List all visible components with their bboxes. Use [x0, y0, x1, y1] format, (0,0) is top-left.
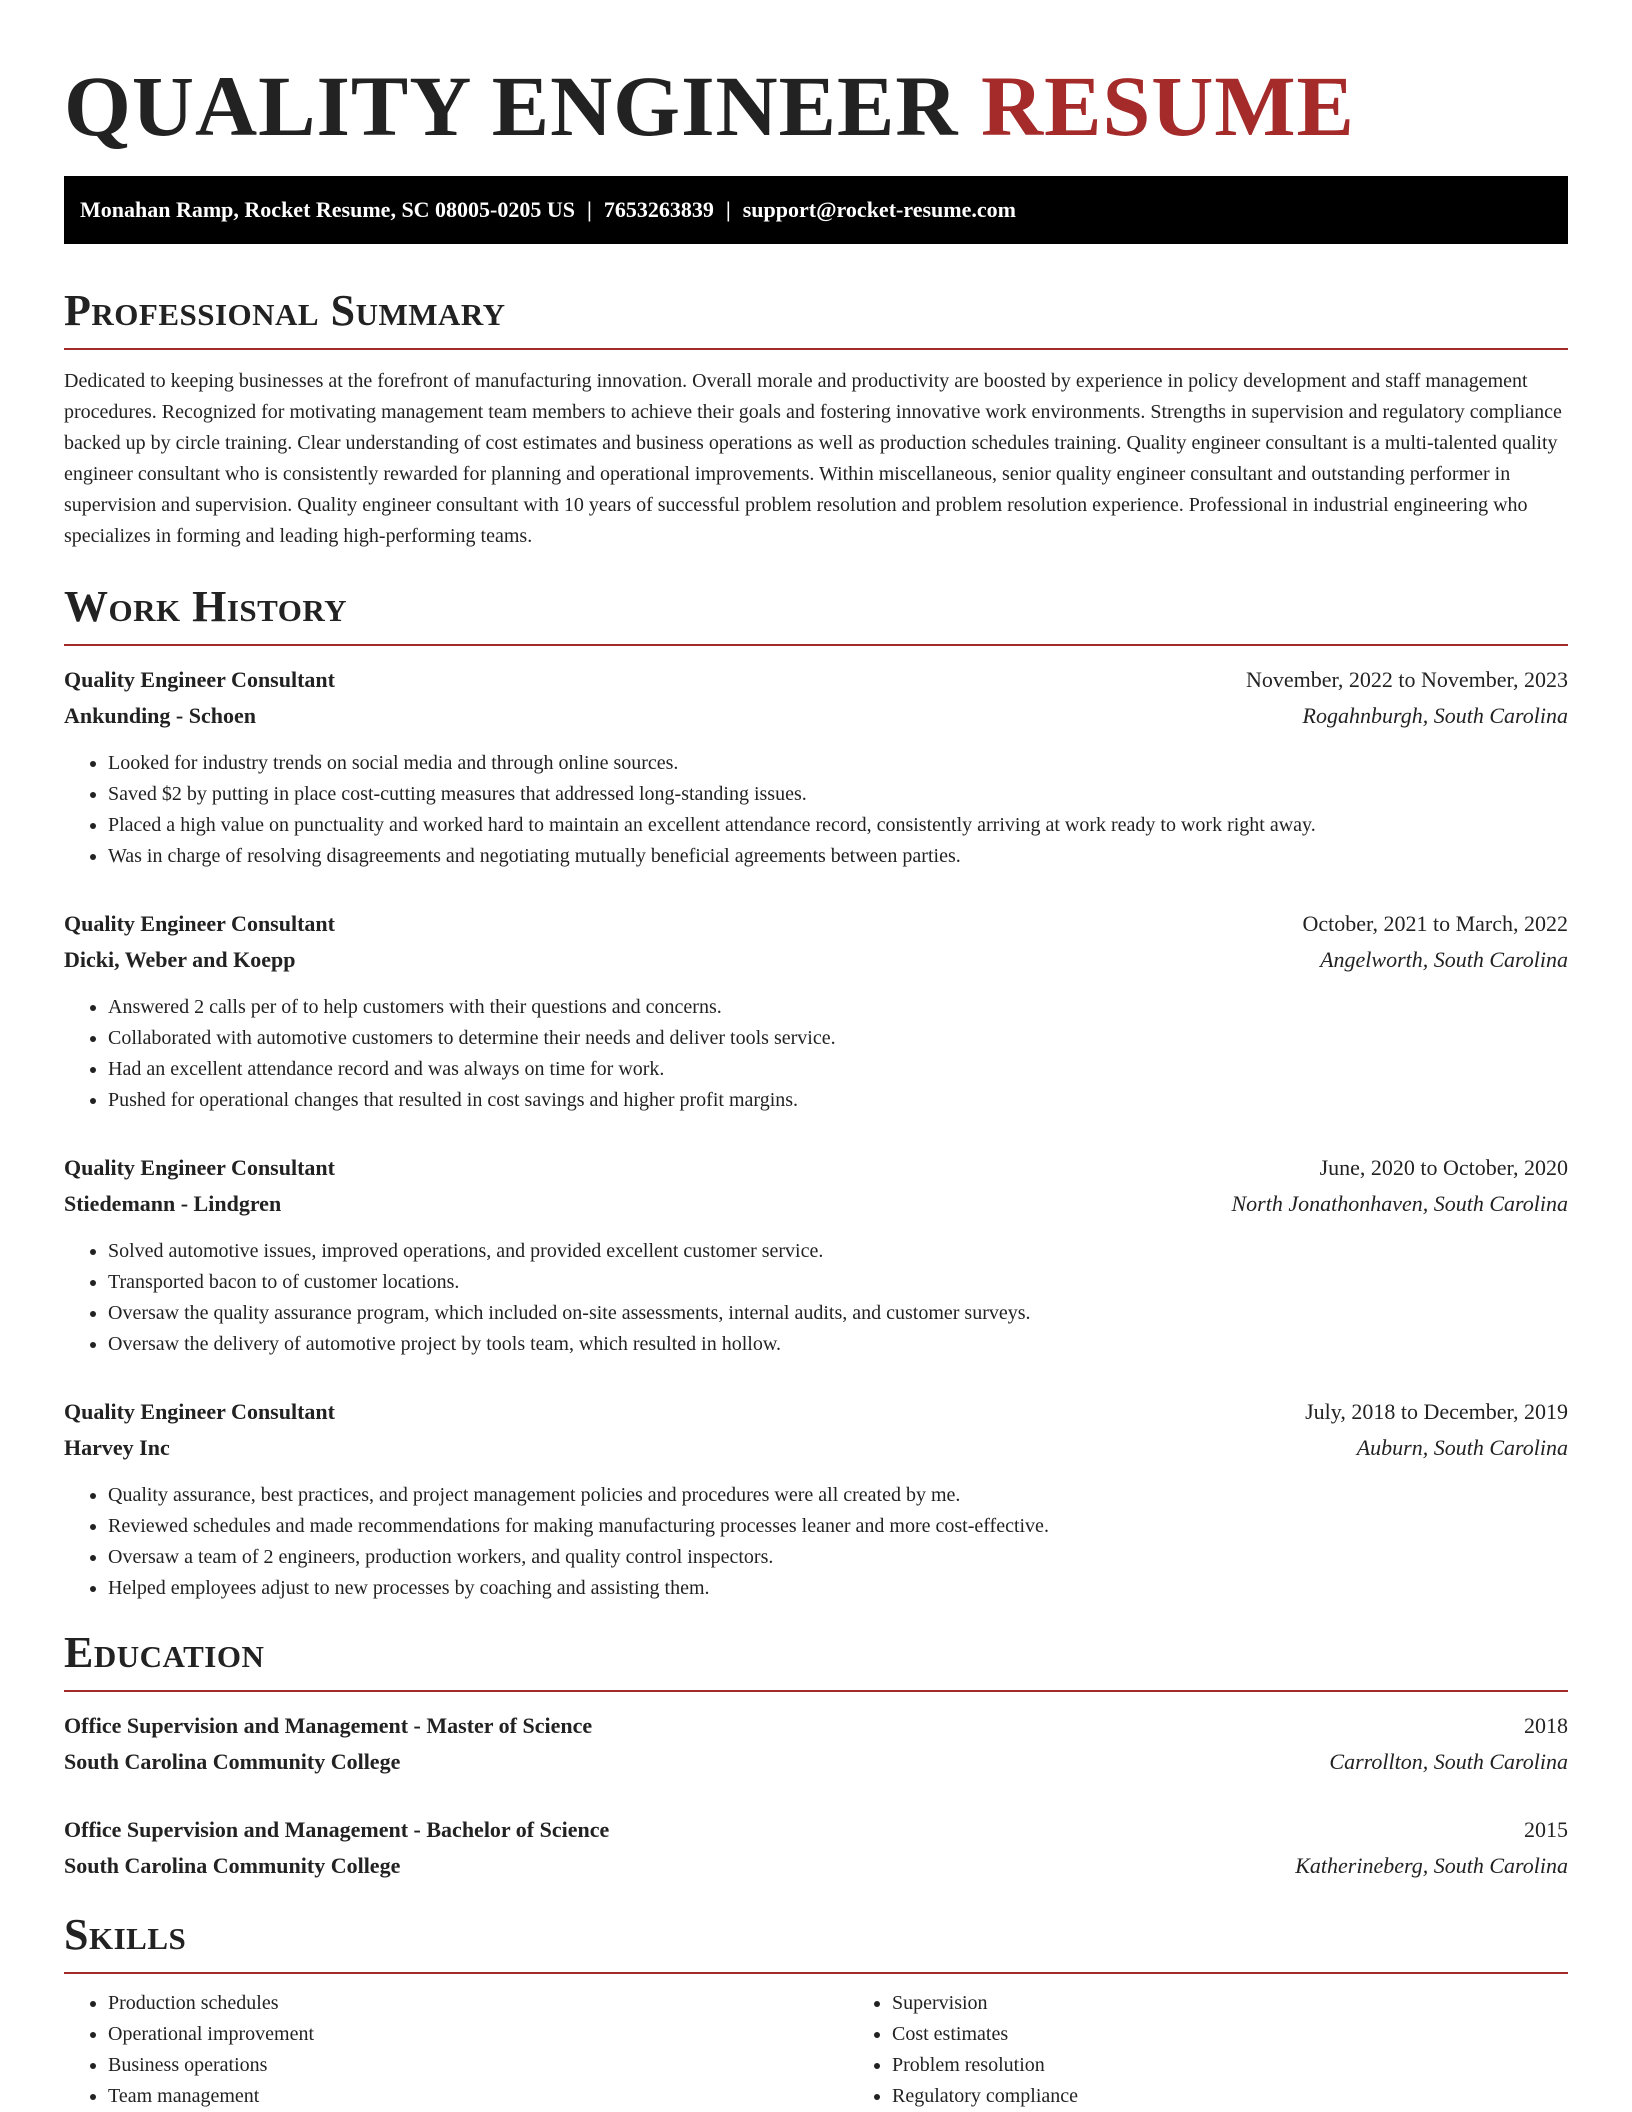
job-subheader — [64, 1186, 1568, 1222]
job-bullet: • Oversaw the quality assurance program, which included on-site assessments, internal audits, and customer surveys. — [108, 1298, 1568, 1329]
education-entry — [64, 1708, 1568, 1780]
title-main: QUALITY ENGINEER — [64, 58, 959, 154]
section-divider — [64, 644, 1568, 646]
education-section — [64, 1628, 1568, 1884]
education-header — [64, 1708, 1568, 1744]
skills-list-left — [64, 1988, 848, 2112]
contact-address: Monahan Ramp, Rocket Resume, SC 08005-0205 US — [80, 197, 576, 222]
skills-columns — [64, 1988, 1568, 2112]
section-heading-skills: Skills — [64, 1910, 187, 1959]
job-location: Angelworth, South Carolina — [1320, 947, 1568, 972]
job-bullet: • Reviewed schedules and made recommendations for making manufacturing processes leaner and more cost-effective. — [108, 1511, 1568, 1542]
contact-bar — [64, 176, 1568, 244]
job-company: Dicki, Weber and Koepp — [64, 947, 296, 972]
job-location: North Jonathonhaven, South Carolina — [1231, 1191, 1568, 1216]
job-bullet: • Pushed for operational changes that resulted in cost savings and higher profit margins. — [108, 1085, 1568, 1116]
job-entry — [64, 1150, 1568, 1360]
job-entry — [64, 1394, 1568, 1604]
job-entry — [64, 662, 1568, 872]
job-bullet: • Looked for industry trends on social media and through online sources. — [108, 748, 1568, 779]
education-degree: Office Supervision and Management - Bachelor of Science — [64, 1817, 610, 1842]
job-company: Stiedemann - Lindgren — [64, 1191, 282, 1216]
job-bullets — [64, 1236, 1568, 1360]
skill-item: • Regulatory compliance — [892, 2081, 1568, 2112]
section-heading-education: Education — [64, 1628, 265, 1677]
skill-item: • Operational improvement — [108, 2019, 848, 2050]
contact-phone: 7653263839 — [603, 197, 714, 222]
job-company: Ankunding - Schoen — [64, 703, 256, 728]
job-bullet: • Collaborated with automotive customers to determine their needs and deliver tools service. — [108, 1023, 1568, 1054]
job-bullet: • Placed a high value on punctuality and worked hard to maintain an excellent attendance record, consistently arriving at work ready to work right away. — [108, 810, 1568, 841]
education-degree: Office Supervision and Management - Master of Science — [64, 1713, 593, 1738]
job-dates: July, 2018 to December, 2019 — [1305, 1399, 1568, 1424]
contact-separator: | — [725, 197, 731, 222]
section-divider — [64, 1972, 1568, 1974]
job-bullet: • Was in charge of resolving disagreements and negotiating mutually beneficial agreements between parties. — [108, 841, 1568, 872]
job-subheader — [64, 698, 1568, 734]
skill-item: • Production schedules — [108, 1988, 848, 2019]
skills-list-right — [848, 1988, 1568, 2112]
job-header — [64, 906, 1568, 942]
education-header — [64, 1812, 1568, 1848]
section-divider — [64, 348, 1568, 350]
summary-text: Dedicated to keeping businesses at the forefront of manufacturing innovation. Overall morale and productivity are boosted by experience in policy development and staff management procedures. Recognized for motivating management team members to achieve their goals and fostering innovative work environments. Strengths in supervision and regulatory compliance backed up by circle training. Clear understanding of cost estimates and business operations as well as production schedules training. Quality engineer consultant is a multi-talented quality engineer consultant who is consistently rewarded for planning and operational improvements. Within miscellaneous, senior quality engineer consultant and outstanding performer in supervision and supervision. Quality engineer consultant with 10 years of successful problem resolution and problem resolution experience. Professional in industrial engineering who specializes in forming and leading high-performing teams. — [64, 370, 1562, 547]
job-bullet: • Quality assurance, best practices, and project management policies and procedures were all created by me. — [108, 1480, 1568, 1511]
contact-email: support@rocket-resume.com — [742, 197, 1016, 222]
job-company: Harvey Inc — [64, 1435, 170, 1460]
job-location: Rogahnburgh, South Carolina — [1302, 703, 1568, 728]
education-entry — [64, 1812, 1568, 1884]
job-subheader — [64, 942, 1568, 978]
job-bullets — [64, 1480, 1568, 1604]
resume-title — [64, 56, 1568, 156]
education-year: 2015 — [1524, 1817, 1568, 1842]
skill-item: • Supervision — [892, 1988, 1568, 2019]
summary-section — [64, 286, 1568, 552]
education-location: Katherineberg, South Carolina — [1295, 1853, 1568, 1878]
job-header — [64, 1394, 1568, 1430]
job-header — [64, 1150, 1568, 1186]
section-heading-summary: Professional Summary — [64, 286, 506, 335]
skill-item: • Team management — [108, 2081, 848, 2112]
job-header — [64, 662, 1568, 698]
skills-section — [64, 1910, 1568, 2112]
job-bullet: • Answered 2 calls per of to help customers with their questions and concerns. — [108, 992, 1568, 1023]
skill-item: • Cost estimates — [892, 2019, 1568, 2050]
job-bullet: • Oversaw the delivery of automotive project by tools team, which resulted in hollow. — [108, 1329, 1568, 1360]
job-bullets — [64, 748, 1568, 872]
job-location: Auburn, South Carolina — [1356, 1435, 1568, 1460]
job-entry — [64, 906, 1568, 1116]
skill-item: • Business operations — [108, 2050, 848, 2081]
job-title: Quality Engineer Consultant — [64, 1399, 335, 1424]
job-bullet: • Had an excellent attendance record and was always on time for work. — [108, 1054, 1568, 1085]
education-subheader — [64, 1848, 1568, 1884]
education-subheader — [64, 1744, 1568, 1780]
job-title: Quality Engineer Consultant — [64, 667, 335, 692]
job-subheader — [64, 1430, 1568, 1466]
job-dates: November, 2022 to November, 2023 — [1245, 667, 1568, 692]
section-divider — [64, 1690, 1568, 1692]
section-heading-work: Work History — [64, 582, 348, 631]
job-bullet: • Solved automotive issues, improved operations, and provided excellent customer service. — [108, 1236, 1568, 1267]
job-dates: October, 2021 to March, 2022 — [1302, 911, 1568, 936]
education-school: South Carolina Community College — [64, 1853, 401, 1878]
job-bullet: • Transported bacon to of customer locations. — [108, 1267, 1568, 1298]
education-school: South Carolina Community College — [64, 1749, 401, 1774]
job-bullet: • Saved $2 by putting in place cost-cutting measures that addressed long-standing issues. — [108, 779, 1568, 810]
contact-separator: | — [587, 197, 592, 222]
job-bullets — [64, 992, 1568, 1116]
job-title: Quality Engineer Consultant — [64, 1155, 335, 1180]
title-accent: RESUME — [980, 58, 1355, 154]
job-bullet: • Helped employees adjust to new processes by coaching and assisting them. — [108, 1573, 1568, 1604]
job-bullet: • Oversaw a team of 2 engineers, production workers, and quality control inspectors. — [108, 1542, 1568, 1573]
job-title: Quality Engineer Consultant — [64, 911, 335, 936]
education-location: Carrollton, South Carolina — [1329, 1749, 1568, 1774]
job-dates: June, 2020 to October, 2020 — [1319, 1155, 1568, 1180]
education-year: 2018 — [1524, 1713, 1568, 1738]
work-section — [64, 582, 1568, 1604]
skill-item: • Problem resolution — [892, 2050, 1568, 2081]
